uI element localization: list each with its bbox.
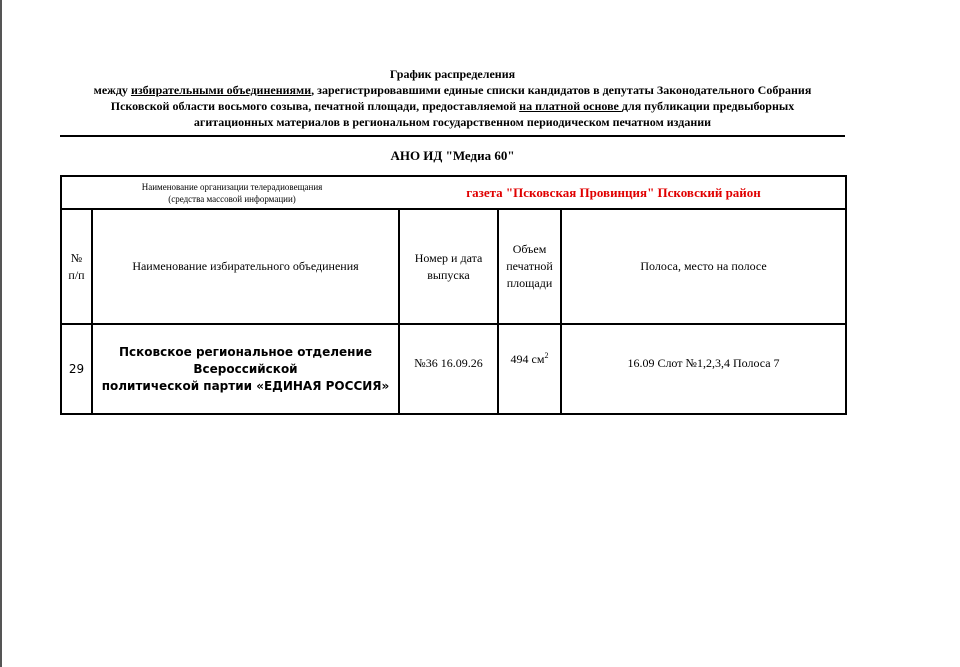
header-area-line-2: печатной: [506, 259, 553, 273]
header-number-line-2: п/п: [68, 267, 85, 282]
media-label-line-1: Наименование организации телерадиовещания: [141, 181, 323, 192]
header-issue-line-1: Номер и дата: [414, 250, 483, 265]
media-row: [61, 176, 846, 209]
document-title: График распределения: [389, 67, 516, 81]
row-number: 29: [61, 324, 92, 414]
subtitle-underlined-parties: избирательными объединениями: [130, 83, 312, 97]
row-party-name: [92, 324, 399, 414]
header-rule: [60, 135, 845, 137]
organization-name: АНО ИД "Медиа 60": [390, 148, 515, 163]
header-number: [61, 209, 92, 324]
subtitle-line-1-prefix: между: [93, 83, 131, 97]
schedule-table: [60, 175, 847, 415]
row-area: [498, 324, 561, 414]
header-placement: Полоса, место на полосе: [561, 209, 846, 324]
header-area-line-3: площади: [506, 276, 553, 290]
document-subtitle-line-3: агитационных материалов в региональном государственном периодическом печатном издании: [193, 115, 712, 129]
subtitle-line-2-suffix: для публикации предвыборных: [621, 99, 795, 113]
table-header-row: [61, 209, 846, 324]
table-row: [61, 324, 846, 414]
row-area-unit-superscript: 2: [544, 351, 549, 360]
document-subtitle-line-2: [60, 98, 845, 114]
header-area: [498, 209, 561, 324]
header-issue-line-2: выпуска: [427, 267, 470, 282]
subtitle-line-2-prefix: Псковской области восьмого созыва, печатной площади, предоставляемой: [110, 99, 520, 113]
header-issue: [399, 209, 498, 324]
media-cell: [61, 176, 846, 209]
page-left-edge: [0, 0, 2, 667]
row-party-line-2: политической партии «ЕДИНАЯ РОССИЯ»: [101, 378, 390, 393]
subtitle-underlined-paid: на платной основе: [519, 99, 622, 113]
media-label: [62, 181, 402, 205]
header-area-line-1: Объем: [512, 242, 547, 256]
row-placement: 16.09 Слот №1,2,3,4 Полоса 7: [561, 324, 846, 414]
row-party-line-1: Псковское региональное отделение Всероссийской: [118, 344, 373, 376]
subtitle-line-1-suffix: , зарегистрировавшими единые списки кандидатов в депутаты Законодательного Собрания: [311, 83, 812, 97]
row-area-value: 494 см: [510, 352, 545, 366]
media-label-line-2: (средства массовой информации): [168, 193, 296, 204]
header-number-line-1: №: [70, 250, 83, 265]
media-outlet-name: газета "Псковская Провинция" Псковский район: [466, 185, 761, 200]
header-party: Наименование избирательного объединения: [92, 209, 399, 324]
document-subtitle-line-1: [60, 82, 845, 98]
row-issue: №36 16.09.26: [399, 324, 498, 414]
